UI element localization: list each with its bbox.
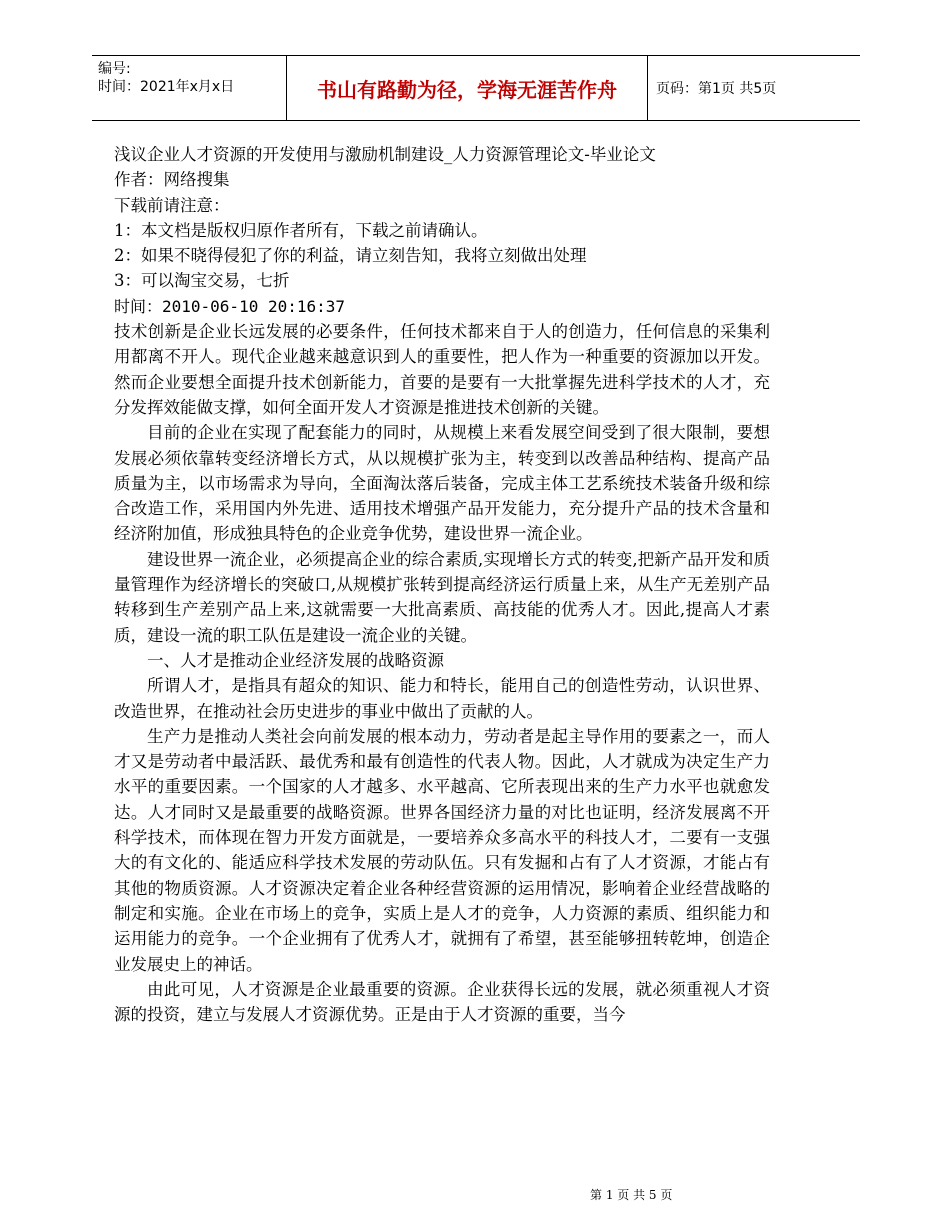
paragraph-2: 目前的企业在实现了配套能力的同时，从规模上来看发展空间受到了很大限制，要想发展必须依靠转变经济增长方式，从以规模扩张为主，转变到以改善品种结构、提高产品质量为主，以市场需求为导向，全面淘汰落后装备，完成主体工艺系统技术装备升级和综合改造工作，采用国内外先进、适用技术增强产品开发能力，充分提升产品的技术含量和经济附加值，形成独具特色的企业竞争优势，建设世界一流企业。: [114, 423, 770, 544]
paragraph-3: 建设世界一流企业，必须提高企业的综合素质,实现增长方式的转变,把新产品开发和质量管理作为经济增长的突破口,从规模扩张转到提高经济运行质量上来，从生产无差别产品转移到生产差别产品上来,这就需要一大批高素质、高技能的优秀人才。因此,提高人才素质，建设一流的职工队伍是建设一流企业的关键。: [114, 549, 770, 645]
doc-author: 作者：网络搜集: [114, 170, 230, 190]
paragraph-1: 技术创新是企业长远发展的必要条件，任何技术都来自于人的创造力，任何信息的采集利用都离不开人。现代企业越来越意识到人的重要性，把人作为一种重要的资源加以开发。然而企业要想全面提升技术创新能力，首要的是要有一大批掌握先进科学技术的人才，充分发挥效能做支撑，如何全面开发人才资源是推进技术创新的关键。: [114, 322, 770, 417]
page-footer: 第 1 页 共 5 页: [590, 1188, 673, 1202]
header-page-info: 页码：第1页 共5页: [656, 81, 777, 97]
notice-item-2: 2：如果不晓得侵犯了你的利益，请立刻告知，我将立刻做出处理: [114, 246, 587, 266]
paragraph-4: 所谓人才，是指具有超众的知识、能力和特长，能用自己的创造性劳动，认识世界、改造世界，在推动社会历史进步的事业中做出了贡献的人。: [114, 676, 770, 721]
doc-time: 时间：2010-06-10 20:16:37: [114, 296, 346, 316]
header-left-cell: [92, 56, 286, 120]
date-label: 时间：2021年x月x日: [98, 79, 235, 95]
code-label: 编号:: [98, 61, 131, 77]
paragraph-6: 由此可见，人才资源是企业最重要的资源。企业获得长远的发展，就必须重视人才资源的投资，建立与发展人才资源优势。正是由于人才资源的重要，当今: [114, 979, 770, 1025]
doc-title: 浅议企业人才资源的开发使用与激励机制建设_人力资源管理论文-毕业论文: [114, 145, 656, 164]
notice-title: 下载前请注意：: [114, 195, 230, 215]
notice-item-3: 3：可以淘宝交易，七折: [114, 271, 290, 291]
page-header: [92, 55, 860, 121]
paragraph-5: 生产力是推动人类社会向前发展的根本动力，劳动者是起主导作用的要素之一，而人才又是劳动者中最活跃、最优秀和最有创造性的代表人物。因此，人才就成为决定生产力水平的重要因素。一个国家的人才越多、水平越高、它所表现出来的生产力水平也就愈发达。人才同时又是最重要的战略资源。世界各国经济力量的对比也证明，经济发展离不开科学技术，而体现在智力开发方面就是，一要培养众多高水平的科技人才，二要有一支强大的有文化的、能适应科学技术发展的劳动队伍。只有发掘和占有了人才资源，才能占有其他的物质资源。人才资源决定着企业各种经营资源的运用情况，影响着企业经营战略的制定和实施。企业在市场上的竞争，实质上是人才的竞争，人力资源的素质、组织能力和运用能力的竞争。一个企业拥有了优秀人才，就拥有了希望，甚至能够扭转乾坤，创造企业发展史上的神话。: [114, 726, 770, 974]
header-motto: 书山有路勤为径，学海无涯苦作舟: [286, 56, 648, 120]
section-heading-1: 一、人才是推动企业经济发展的战略资源: [147, 650, 444, 670]
document-body: [114, 142, 770, 1027]
notice-item-1: 1：本文档是版权归原作者所有，下载之前请确认。: [114, 220, 488, 240]
